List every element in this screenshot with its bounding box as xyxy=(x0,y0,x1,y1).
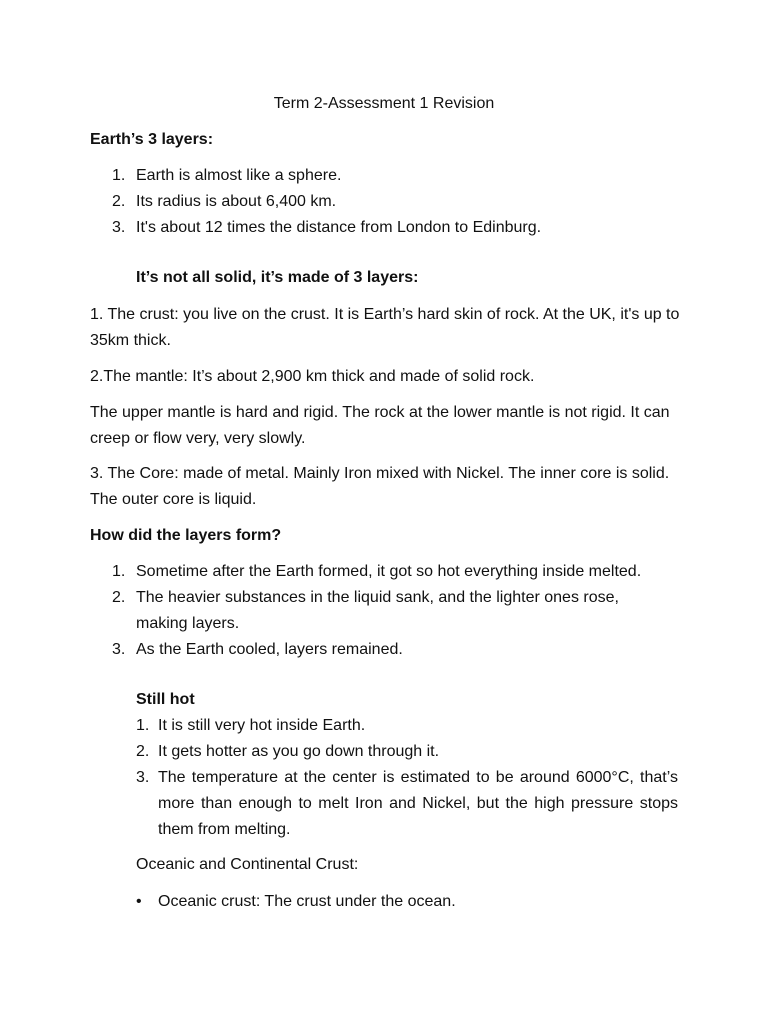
list-item-text: It's about 12 times the distance from London to Edinburg. xyxy=(136,219,542,236)
list-number: 2. xyxy=(112,193,126,210)
list-item xyxy=(136,765,678,843)
paragraph-mantle: 2.The mantle: It’s about 2,900 km thick and made of solid rock. xyxy=(90,368,535,385)
list-number: 2. xyxy=(112,589,126,606)
list-number: 3. xyxy=(112,641,126,658)
list-number: 3. xyxy=(112,219,126,236)
still-hot-list xyxy=(136,713,678,843)
list-item-text: Its radius is about 6,400 km. xyxy=(136,193,337,210)
list-number: 1. xyxy=(112,563,126,580)
list-item-text: Sometime after the Earth formed, it got so hot everything inside melted. xyxy=(136,563,642,580)
list-item xyxy=(90,163,690,189)
list-item-text: The heavier substances in the liquid sank, and the lighter ones rose, making layers. xyxy=(136,589,619,632)
paragraph-core: 3. The Core: made of metal. Mainly Iron mixed with Nickel. The inner core is solid. The outer core is liquid. xyxy=(90,465,670,508)
list-item xyxy=(90,189,690,215)
layers-form-list xyxy=(90,559,690,663)
earth-facts-list xyxy=(90,163,690,241)
list-number: 2. xyxy=(136,743,150,760)
list-item xyxy=(90,215,690,241)
section-heading-crust-types: Oceanic and Continental Crust: xyxy=(136,856,359,873)
list-number: 3. xyxy=(136,769,150,786)
list-item xyxy=(90,585,656,637)
list-item-text: The temperature at the center is estimated to be around 6000°C, that’s more than enough to melt Iron and Nickel, but the high pressure stops them from melting. xyxy=(158,769,678,838)
list-item xyxy=(90,559,690,585)
list-item xyxy=(136,713,678,739)
page-title: Term 2-Assessment 1 Revision xyxy=(273,95,495,112)
list-item-text: Earth is almost like a sphere. xyxy=(136,167,342,184)
list-item-text: It is still very hot inside Earth. xyxy=(158,717,366,734)
paragraph-upper-mantle: The upper mantle is hard and rigid. The rock at the lower mantle is not rigid. It can creep or flow very, very slowly. xyxy=(90,404,670,447)
list-item xyxy=(136,739,678,765)
list-item xyxy=(136,889,678,915)
section-heading-still-hot: Still hot xyxy=(136,691,195,708)
crust-types-list xyxy=(136,889,678,915)
list-item-text: It gets hotter as you go down through it. xyxy=(158,743,440,760)
list-number: 1. xyxy=(112,167,126,184)
list-item xyxy=(90,637,690,663)
section-heading-earth-layers: Earth’s 3 layers: xyxy=(90,131,214,148)
paragraph-crust: 1. The crust: you live on the crust. It is Earth’s hard skin of rock. At the UK, it's up to 35km thick. xyxy=(90,306,680,349)
bullet-marker: • xyxy=(136,893,142,910)
list-number: 1. xyxy=(136,717,150,734)
list-item-text: As the Earth cooled, layers remained. xyxy=(136,641,403,658)
list-item-text: Oceanic crust: The crust under the ocean. xyxy=(158,893,456,910)
layers-subheading: It’s not all solid, it’s made of 3 layers: xyxy=(136,269,419,286)
section-heading-layers-form: How did the layers form? xyxy=(90,527,282,544)
